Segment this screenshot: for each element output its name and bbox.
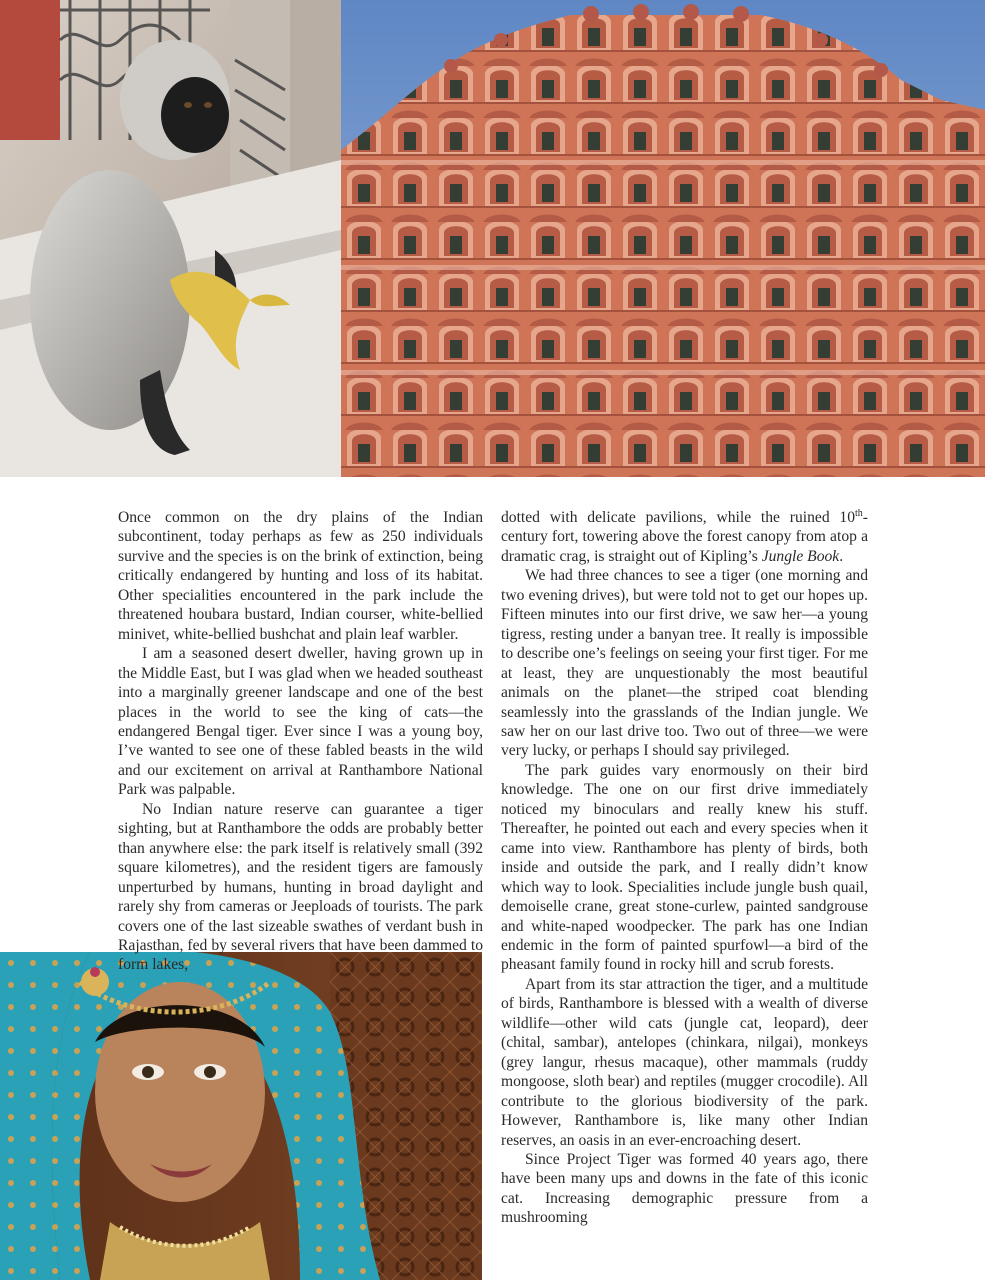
text-run: -century fort, towering above the forest canopy from atop a dramatic crag, is straight out of Kipling’s [501,509,868,565]
paragraph: No Indian nature reserve can guarantee a tiger sighting, but at Ranthambore the odds are probably better than anywhere else: the park itself is relatively small (392 square kilometres), and the resident tigers are famously unperturbed by humans, hunting in broad daylight and rarely shy from cameras or Jeeploads of tourists. The park covers one of the last sizeable swathes of verdant bush in Rajasthan, fed by several rivers that have been dammed to form lakes, [118,800,483,974]
paragraph: Apart from its star attraction the tiger, and a multitude of birds, Ranthambore is blessed with a wealth of diverse wildlife—other wild cats (jungle cat, leopard), deer (chital, sambar), antelopes (chinkara, nilgai), monkeys (grey langur, rhesus macaque), other mammals (ruddy mongoose, sloth bear) and reptiles (mugger crocodile). All contribute to the glorious biodiversity of the park. However, Ranthambore is, like many other Indian reserves, an oasis in an ever-encroaching desert. [501,975,868,1149]
langur-photo [0,0,341,477]
text-run: dotted with delicate pavilions, while the ruined 10 [501,509,856,526]
superscript: th [855,507,863,519]
paragraph: Since Project Tiger was formed 40 years ago, there have been many ups and downs in the fate of this iconic cat. Increasing demographic pressure from a mushrooming [501,1150,868,1227]
text-run: . [839,547,844,565]
rajasthani-woman-photo [0,952,482,1280]
article-column-left [118,508,483,975]
paragraph: The park guides vary enormously on their bird knowledge. The one on our first drive immediately noticed my binoculars and really knew his stuff. Thereafter, he pointed out each and every species when it came into view. Ranthambore has plenty of birds, both inside and outside the park, and I really didn’t know which way to look. Specialities include jungle bush quail, demoiselle crane, great stone-curlew, painted sandgrouse and white-naped woodpecker. The park has one Indian endemic in the form of painted spurfowl—a bird of the pheasant family found in rocky hill and scrub forests. [501,761,868,974]
paragraph [501,508,868,566]
hawa-mahal-photo [341,0,985,477]
article-column-right [501,508,868,1228]
book-title: Jungle Book [761,547,840,565]
paragraph: I am a seasoned desert dweller, having grown up in the Middle East, but I was glad when we headed southeast into a marginally greener landscape and one of the best places in the world to see the king of cats—the endangered Bengal tiger. Ever since I was a young boy, I’ve wanted to see one of these fabled beasts in the wild and our excitement on arrival at Ranthambore National Park was palpable. [118,645,483,799]
paragraph: Once common on the dry plains of the Indian subcontinent, today perhaps as few as 250 individuals survive and the species is on the brink of extinction, being critically endangered by hunting and loss of its habitat. Other specialities encountered in the park include the threatened houbara bustard, Indian courser, white-bellied minivet, white-bellied bushchat and plain leaf warbler. [118,509,483,643]
paragraph: We had three chances to see a tiger (one morning and two evening drives), but were told not to get our hopes up. Fifteen minutes into our first drive, we saw her—a young tigress, resting under a banyan tree. It really is impossible to describe one’s feelings on seeing your first tiger. For me at least, they are unquestionably the most beautiful animals on the planet—the striped coat blending seamlessly into the grasslands of the Indian jungle. We saw her on our last drive too. Two out of three—we were very lucky, or perhaps I should say privileged. [501,567,868,760]
